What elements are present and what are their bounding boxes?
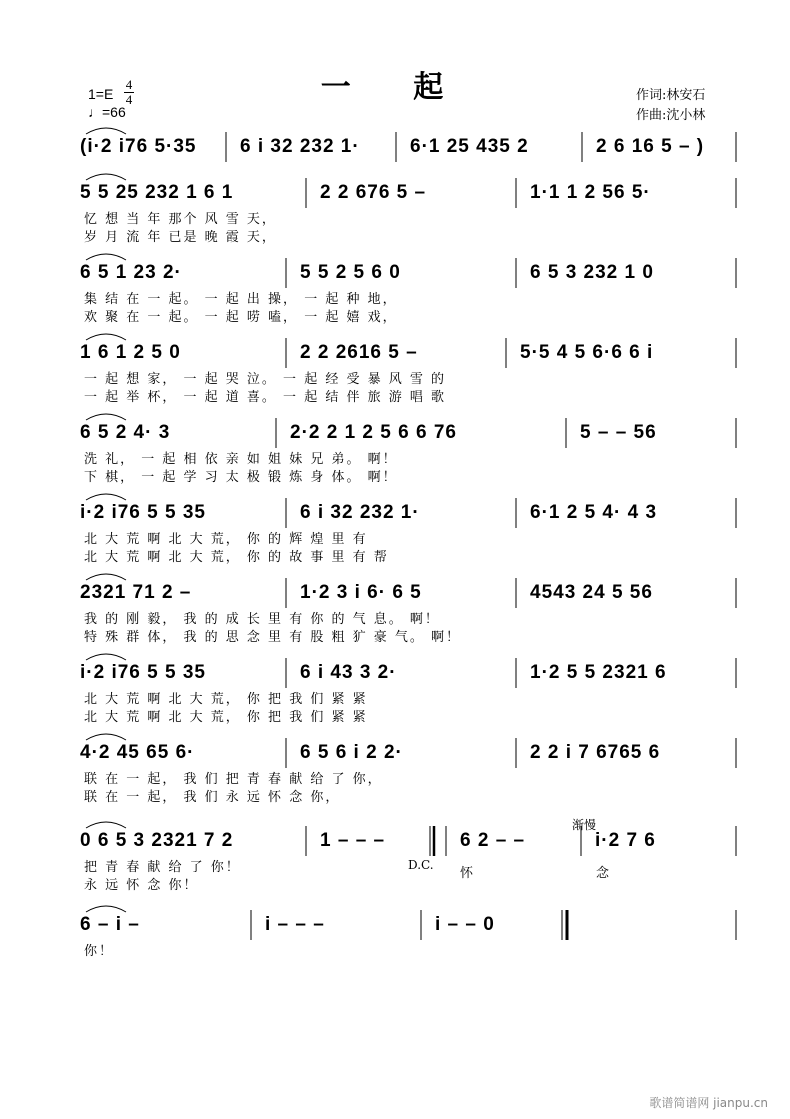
measure-notes: 1·1 1 2 56 5· [530,182,651,203]
dc-lyric-2: 念 [596,866,610,881]
slur [86,334,126,340]
slur [86,906,126,912]
measure-notes: 1 6 1 2 5 0 [80,342,181,363]
lyric-line: 特 殊 群 体， 我 的 思 念 里 有 股 粗 犷 豪 气。 啊！ [84,630,461,645]
slur [86,654,126,660]
measure-notes: 2321 71 2 – [80,582,192,603]
lyric-line: 北 大 荒 啊 北 大 荒， 你 的 故 事 里 有 帮 [84,550,389,565]
tempo-marking: ♩=66 [88,104,126,120]
measure-notes: i – – – [265,914,325,935]
measure-notes: 1·2 5 5 2321 6 [530,662,667,683]
lyric-line: 一 起 想 家， 一 起 哭 泣。 一 起 经 受 暴 风 雪 的 [84,372,446,387]
slur [86,174,126,180]
measure-notes: 6 i 43 3 2· [300,662,397,683]
measure-notes: 5 – – 56 [580,422,657,443]
slur [86,494,126,500]
lyric-line: 你！ [84,944,115,959]
slur [86,254,126,260]
time-signature: 4 4 [125,77,133,107]
measure-notes: 6·1 2 5 4· 4 3 [530,502,658,523]
measure-notes: i·2 i76 5 5 35 [80,662,206,683]
measure-notes: 2 6 16 5 – ) [596,136,705,157]
key-signature: 1=E [88,86,114,102]
measure-notes: i·2 7 6 [595,830,656,851]
composer-credit: 作曲:沈小林 [636,108,706,123]
lyric-line: 北 大 荒 啊 北 大 荒， 你 把 我 们 紧 紧 [84,692,368,707]
slur [86,574,126,580]
measure-notes: 4543 24 5 56 [530,582,653,603]
measure-notes: 6 i 32 232 1· [300,502,420,523]
slur [86,128,126,134]
lyric-line: 联 在 一 起， 我 们 把 青 春 献 给 了 你， [84,772,383,787]
lyricist-credit: 作词:林安石 [636,88,706,103]
measure-notes: 2 2 2616 5 – [300,342,418,363]
lyric-line: 一 起 举 杯， 一 起 道 喜。 一 起 结 伴 旅 游 唱 歌 [84,390,446,405]
measure-notes: 6 5 1 23 2· [80,262,182,283]
measure-notes: 2 2 i 7 6765 6 [530,742,661,763]
lyric-line: 集 结 在 一 起。 一 起 出 操， 一 起 种 地， [84,292,398,307]
slur [86,414,126,420]
lyric-line: 联 在 一 起， 我 们 永 远 怀 念 你， [84,790,341,805]
tempo-change-marking: 渐慢 [572,818,597,832]
measure-notes: 1·2 3 i 6· 6 5 [300,582,422,603]
lyric-line: 把 青 春 献 给 了 你！ [84,860,241,875]
lyric-line: 岁 月 流 年 已是 晚 霞 天， [84,230,277,245]
lyric-line: 我 的 刚 毅， 我 的 成 长 里 有 你 的 气 息。 啊！ [84,612,440,627]
measure-notes: 6 5 2 4· 3 [80,422,171,443]
lyric-line: 欢 聚 在 一 起。 一 起 唠 嗑， 一 起 嬉 戏， [84,310,398,325]
lyric-line: 忆 想 当 年 那个 风 雪 天， [84,212,277,227]
watermark: 歌谱简谱网 jianpu.cn [649,1096,768,1110]
measure-notes: 0 6 5 3 2321 7 2 [80,830,234,851]
slur [86,822,126,828]
measure-notes: 6·1 25 435 2 [410,136,529,157]
dc-lyric: 怀 [460,866,474,881]
lyric-line: 北 大 荒 啊 北 大 荒， 你 把 我 们 紧 紧 [84,710,368,725]
measure-notes: 2·2 2 1 2 5 6 6 76 [290,422,457,443]
measure-notes: 6 i 32 232 1· [240,136,360,157]
measure-notes: 5 5 2 5 6 0 [300,262,401,283]
song-title: 一 起 [320,70,470,105]
measure-notes: i – – 0 [435,914,495,935]
dc-marking: D.C. [408,858,434,872]
measure-notes: 6 5 3 232 1 0 [530,262,654,283]
lyric-line: 下 棋， 一 起 学 习 太 极 锻 炼 身 体。 啊！ [84,470,398,485]
measure-notes: 5 5 25 232 1 6 1 [80,182,234,203]
measure-notes: 5·5 4 5 6·6 6 i [520,342,654,363]
lyric-line: 北 大 荒 啊 北 大 荒， 你 的 辉 煌 里 有 [84,532,368,547]
measure-notes: 4·2 45 65 6· [80,742,195,763]
measure-notes: 6 2 – – [460,830,526,851]
lyric-line: 洗 礼， 一 起 相 依 亲 如 姐 妹 兄 弟。 啊！ [84,452,398,467]
measure-notes: 6 5 6 i 2 2· [300,742,403,763]
measure-notes: 1 – – – [320,830,386,851]
slur [86,734,126,740]
lyric-line: 永 远 怀 念 你！ [84,878,199,893]
measure-notes: i·2 i76 5 5 35 [80,502,206,523]
measure-notes: 2 2 676 5 – [320,182,427,203]
measure-notes: 6 – i – [80,914,140,935]
measure-notes: (i·2 i76 5·35 [80,136,197,157]
